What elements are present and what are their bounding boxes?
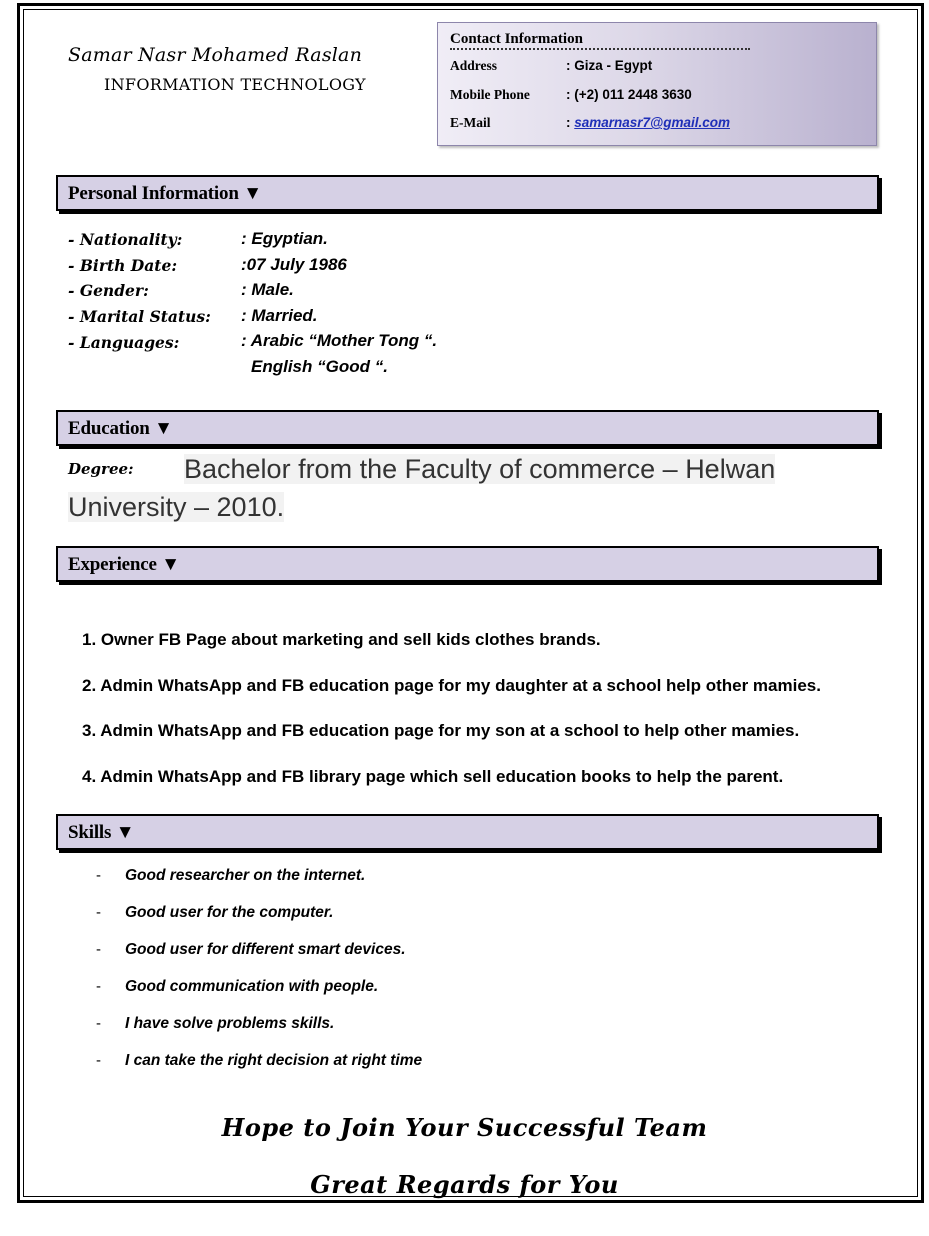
languages-value: : Arabic “Mother Tong “. (241, 331, 438, 350)
skill-item: Good researcher on the internet. (125, 867, 366, 884)
email-link[interactable]: samarnasr7@gmail.com (574, 115, 730, 130)
section-heading: Education ▼ (68, 418, 173, 439)
skill-bullet: - (96, 867, 101, 884)
section-education (56, 410, 879, 446)
closing-line-1: Hope to Join Your Successful Team (221, 1113, 708, 1142)
skill-bullet: - (96, 904, 101, 921)
experience-item: 4. Admin WhatsApp and FB library page which sell education books to help the parent. (82, 767, 784, 786)
skill-item: Good user for different smart devices. (125, 941, 406, 958)
section-heading: Skills ▼ (68, 822, 135, 843)
marital-status-label: - Marital Status: (68, 307, 211, 326)
gender-label: - Gender: (68, 281, 149, 300)
closing-line-2: Great Regards for You (310, 1170, 619, 1199)
address-label: Address (450, 58, 498, 73)
degree-text (68, 450, 838, 526)
marital-status-value: : Married. (241, 306, 318, 325)
experience-item: 2. Admin WhatsApp and FB education page for my daughter at a school help other mamies. (82, 676, 821, 695)
section-personal-information (56, 175, 879, 211)
degree-text-content: Bachelor from the Faculty of commerce – Helwan University – 2010. (68, 454, 776, 522)
section-skills (56, 814, 879, 850)
skill-item: Good communication with people. (125, 978, 379, 995)
languages-label: - Languages: (68, 333, 180, 352)
skill-bullet: - (96, 1052, 101, 1069)
address-value: : Giza - Egypt (566, 58, 653, 73)
skill-item: Good user for the computer. (125, 904, 334, 921)
candidate-name: Samar Nasr Mohamed Raslan (68, 44, 363, 66)
skill-bullet: - (96, 978, 101, 995)
contact-heading: Contact Information (450, 31, 750, 50)
nationality-value: : Egyptian. (241, 229, 328, 248)
phone-label: Mobile Phone (450, 87, 530, 102)
birth-date-value: :07 July 1986 (241, 255, 347, 274)
experience-item: 3. Admin WhatsApp and FB education page for my son at a school to help other mamies. (82, 721, 800, 740)
skill-bullet: - (96, 1015, 101, 1032)
nationality-label: - Nationality: (68, 230, 183, 249)
experience-item: 1. Owner FB Page about marketing and sell kids clothes brands. (82, 630, 601, 649)
skill-item: I can take the right decision at right time (125, 1052, 423, 1069)
degree-label: Degree: (68, 460, 134, 478)
contact-information-box (437, 22, 877, 146)
skill-item: I have solve problems skills. (125, 1015, 335, 1032)
email-label: E-Mail (450, 115, 491, 130)
gender-value: : Male. (241, 280, 294, 299)
section-heading: Experience ▼ (68, 554, 180, 575)
languages-value-extra: English “Good “. (251, 357, 388, 376)
section-experience (56, 546, 879, 582)
email-colon: : (566, 115, 575, 130)
birth-date-label: - Birth Date: (68, 256, 178, 275)
skill-bullet: - (96, 941, 101, 958)
candidate-title: INFORMATION TECHNOLOGY (104, 75, 366, 94)
section-heading: Personal Information ▼ (68, 183, 262, 204)
email-value-wrap (566, 115, 730, 130)
phone-value: : (+2) 011 2448 3630 (566, 87, 692, 102)
